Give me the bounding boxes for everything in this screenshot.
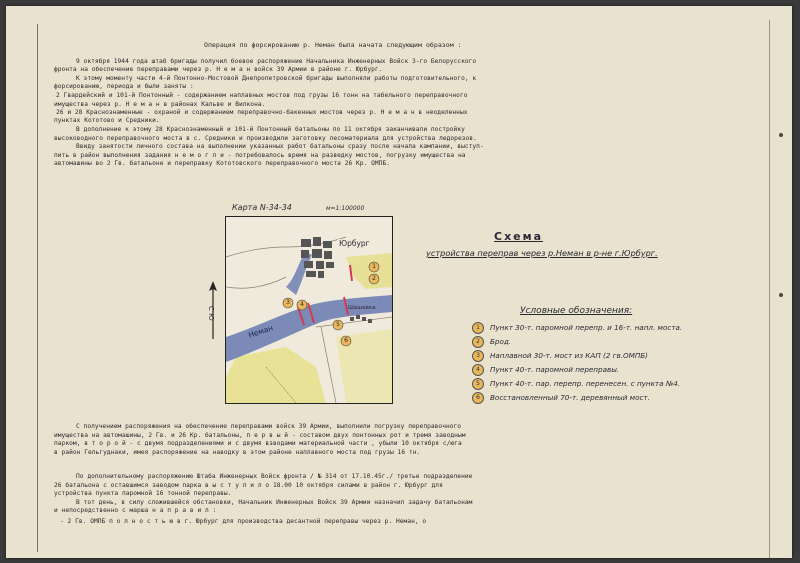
text-line: 2 Гвардейский и 101-й Понтонный - содержанием наплавных мостов под грузы 16 тонн на табельного переправочного <box>56 92 468 99</box>
text-line: и непосредственно с марша н а п р а в и л : <box>54 507 217 514</box>
map-sheet-label: Карта N-34-34 <box>232 203 292 212</box>
text-line: - 2 Гв. ОМПБ п о л н о с т ь ю в г. Юрбург для производства десантной переправы через р. Неман, о <box>60 518 427 525</box>
scheme-subtitle: устройства переправ через р.Неман в р-не г.Юрбург. <box>426 248 658 258</box>
legend-text: Пункт 40-т. пар. перепр. перенесен. с пункта №4. <box>490 379 681 388</box>
map-river-label: Неман <box>247 323 275 340</box>
scheme-title: Схема <box>494 230 544 243</box>
punch-hole <box>779 133 783 137</box>
text-line: пить в район выполнения задания н е м о г л и - потребовалось время на разведку мостов, погрузку имущества на <box>54 152 466 159</box>
map-village-label: Шашевка <box>348 305 376 311</box>
text-line: К этому моменту части 4-й Понтонно-Мостовой Днепропетровской бригады выполняли работы подготовительного, к <box>76 75 477 82</box>
text-line: пунктах Кототово и Средники. <box>54 117 160 124</box>
text-line: По дополнительному распоряжению Штаба Инженерных Войск фронта / № 314 от 17.10.45г./ третье подразделение <box>76 473 473 480</box>
text-line: парком, в т о р о й - с двумя подразделениями и с двумя взводами материальной части , убыли 10 октября с/юга <box>54 440 462 447</box>
text-line: форсированию, периода и были заняты : <box>54 83 194 90</box>
text-line: В тот день, в силу сложившейся обстановки, Начальник Инженерных Войск 39 Армии назначил задачу батальонам <box>76 499 473 506</box>
map-marker-label: 6 <box>344 337 348 344</box>
map-marker-label: 1 <box>372 263 376 270</box>
text-line: в район Гельгуднаки, имея распоряжение на наводку в этом районе наплавного моста под грузы 16 тн. <box>54 449 421 456</box>
text-line: имущества на автомашины, 2 Гв. и 26 Кр. батальоны, п е р в ы й - составом двух понтонных рот и тремя заводным <box>54 432 466 439</box>
text-line: 26 и 28 Краснознаменные - охраной и содержанием переправочно-бакенных мостов через р. Н е м а н в неоделенных <box>56 109 468 116</box>
forest-area <box>346 253 392 289</box>
text-line: 26 батальона с оставшимся заводом парка в ы с т у п и л о 18.00 10 октября силами в район г. Юрбург для <box>54 482 443 489</box>
margin-line <box>37 24 38 552</box>
text-line: высоководного переправочного моста в с. Средники и производили заготовку лесоматериала для устройства ледорезов. <box>54 135 477 142</box>
legend-text: Наплавной 30-т. мост из КАП (2 гв.ОМПБ) <box>490 351 648 360</box>
text-line: устройства пункта паромной 16 тонной переправы. <box>54 490 232 497</box>
text-line: С получением распоряжения на обеспечение переправами войск 39 Армии, выполнили погрузку переправочного <box>76 423 462 430</box>
intro-heading: Операция по форсированию р. Неман была начата следующим образом : <box>204 41 462 49</box>
map-marker-label: 5 <box>336 321 340 328</box>
document-page <box>6 6 792 558</box>
legend-text: Восстановленный 70-т. деревянный мост. <box>490 393 650 402</box>
map-marker-label: 2 <box>372 275 376 282</box>
legend-text: Пункт 30-т. паромной перепр. и 16-т. напл. моста. <box>490 323 683 332</box>
legend-marker: 2 <box>472 336 484 348</box>
text-line: В дополнение к этому 28 Краснознаменный и 101-й Понтонный батальоны по 11 октября заканчивали постройку <box>76 126 465 133</box>
map <box>225 216 393 404</box>
legend-marker: 5 <box>472 378 484 390</box>
map-marker-label: 3 <box>286 299 290 306</box>
map-city-label: Юрбург <box>339 239 370 248</box>
legend-marker: 3 <box>472 350 484 362</box>
legend-text: Пункт 40-т. паромной переправы. <box>490 365 620 374</box>
text-line: Ввиду занятости личного состава на выполнении указанных работ батальоны сразу после начала кампании, выступ- <box>76 143 484 150</box>
text-line: фронта на обеспечение переправами через р. Н е м а н войск 39 Армии в районе г. Юрбург. <box>54 66 383 73</box>
edge-line <box>769 20 770 558</box>
legend-marker: 6 <box>472 392 484 404</box>
legend-marker: 1 <box>472 322 484 334</box>
map-scale-label: м=1:100000 <box>326 205 365 212</box>
legend-text: Брод. <box>490 337 512 346</box>
legend-title: Условные обозначения: <box>520 306 633 316</box>
north-letters: С Ю <box>207 306 215 321</box>
text-line: 9 октября 1944 года штаб бригады получил боевое распоряжение Начальника Инженерных Войск 3-го Белорусского <box>76 58 477 65</box>
text-line: имущества через р. Н е м а н в районах Кальве и Вилкона. <box>54 101 266 108</box>
text-line: автомашины во 2 Гв. батальоне и переправку Кототовского переправочного моста 26 Кр. ОМПБ. <box>54 160 390 167</box>
punch-hole <box>779 293 783 297</box>
map-marker-label: 4 <box>300 301 304 308</box>
legend-marker: 4 <box>472 364 484 376</box>
